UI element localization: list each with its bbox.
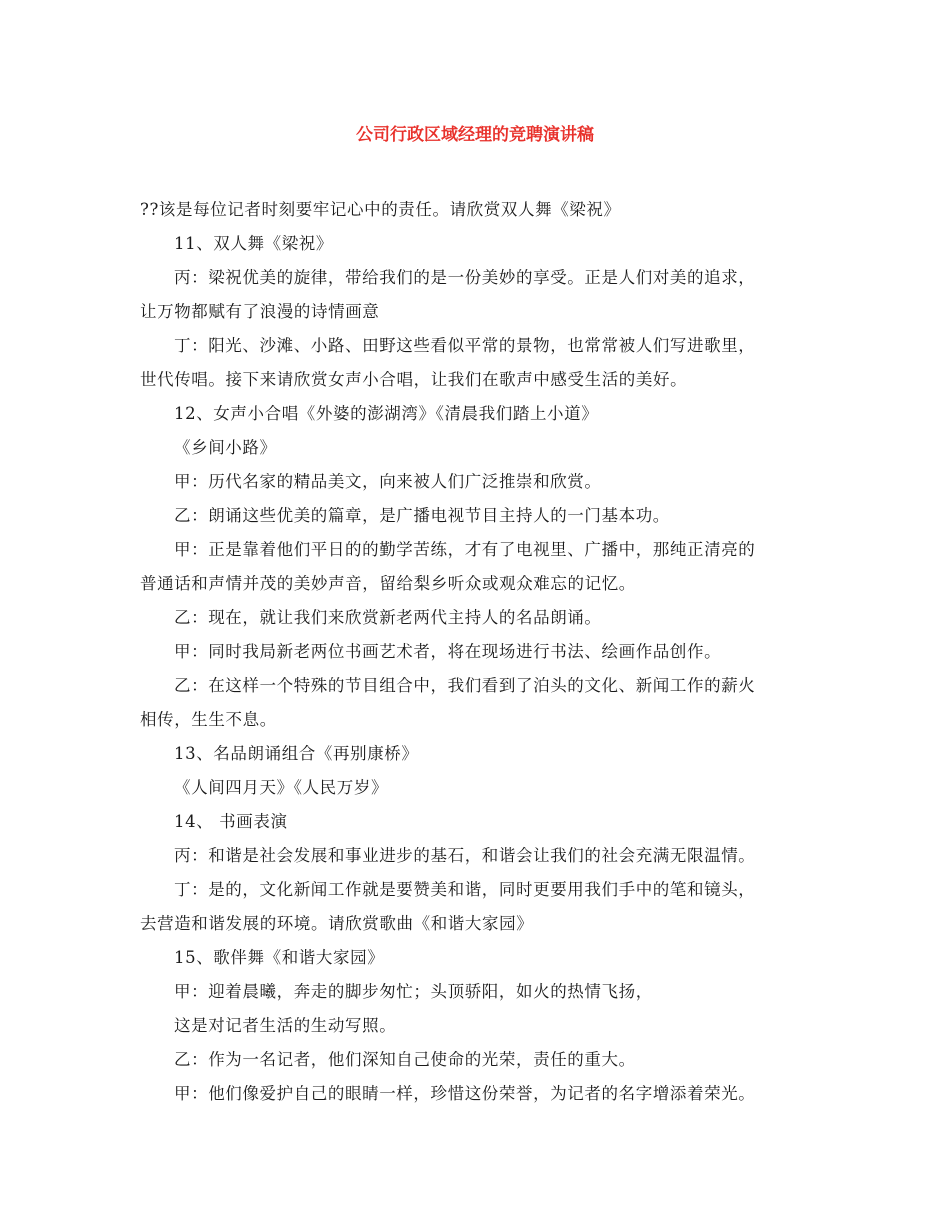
text-line: 丙：和谐是社会发展和事业进步的基石，和谐会让我们的社会充满无限温情。: [174, 846, 756, 865]
text-line: 普通话和声情并茂的美妙声音，留给梨乡听众或观众难忘的记忆。: [140, 574, 636, 593]
text-line: 这是对记者生活的生动写照。: [174, 1016, 397, 1035]
text-line: 《人间四月天》《人民万岁》: [174, 778, 389, 797]
text-line: 世代传唱。接下来请欣赏女声小合唱，让我们在歌声中感受生活的美好。: [140, 370, 688, 389]
text-line: 乙：朗诵这些优美的篇章，是广播电视节目主持人的一门基本功。: [174, 506, 670, 525]
text-line: ??该是每位记者时刻要牢记心中的责任。请欣赏双人舞《梁祝》: [140, 200, 621, 219]
text-line: 乙：在这样一个特殊的节目组合中，我们看到了泊头的文化、新闻工作的薪火: [174, 676, 756, 695]
text-line: 丁：阳光、沙滩、小路、田野这些看似平常的景物，也常常被人们写进歌里，: [174, 336, 756, 355]
text-line: 甲：正是靠着他们平日的的勤学苦练，才有了电视里、广播中，那纯正清亮的: [174, 540, 756, 559]
text-line: 丙：梁祝优美的旋律，带给我们的是一份美妙的享受。正是人们对美的追求，: [174, 268, 756, 287]
text-line: 15、歌伴舞《和谐大家园》: [174, 948, 385, 967]
text-line: 甲：迎着晨曦，奔走的脚步匆忙；头顶骄阳，如火的热情飞扬，: [174, 982, 653, 1001]
text-line: 乙：现在，就让我们来欣赏新老两代主持人的名品朗诵。: [174, 608, 602, 627]
text-line: 12、女声小合唱《外婆的澎湖湾》《清晨我们踏上小道》: [174, 404, 599, 423]
text-line: 去营造和谐发展的环境。请欣赏歌曲《和谐大家园》: [140, 914, 534, 933]
text-line: 甲：历代名家的精品美文，向来被人们广泛推崇和欣赏。: [174, 472, 602, 491]
text-line: 相传，生生不息。: [140, 710, 277, 729]
document-title: 公司行政区域经理的竞聘演讲稿: [356, 125, 594, 145]
text-line: 甲：他们像爱护自己的眼睛一样，珍惜这份荣誉，为记者的名字增添着荣光。: [174, 1084, 756, 1103]
text-line: 乙：作为一名记者，他们深知自己使命的光荣，责任的重大。: [174, 1050, 636, 1069]
text-line: 《乡间小路》: [174, 438, 277, 457]
text-line: 13、名品朗诵组合《再别康桥》: [174, 744, 419, 763]
text-line: 14、 书画表演: [174, 812, 288, 831]
text-line: 让万物都赋有了浪漫的诗情画意: [140, 302, 380, 321]
document-body: [140, 193, 820, 1111]
text-line: 丁：是的，文化新闻工作就是要赞美和谐，同时更要用我们手中的笔和镜头，: [174, 880, 756, 899]
text-line: 11、双人舞《梁祝》: [174, 234, 333, 253]
text-line: 甲：同时我局新老两位书画艺术者，将在现场进行书法、绘画作品创作。: [174, 642, 722, 661]
